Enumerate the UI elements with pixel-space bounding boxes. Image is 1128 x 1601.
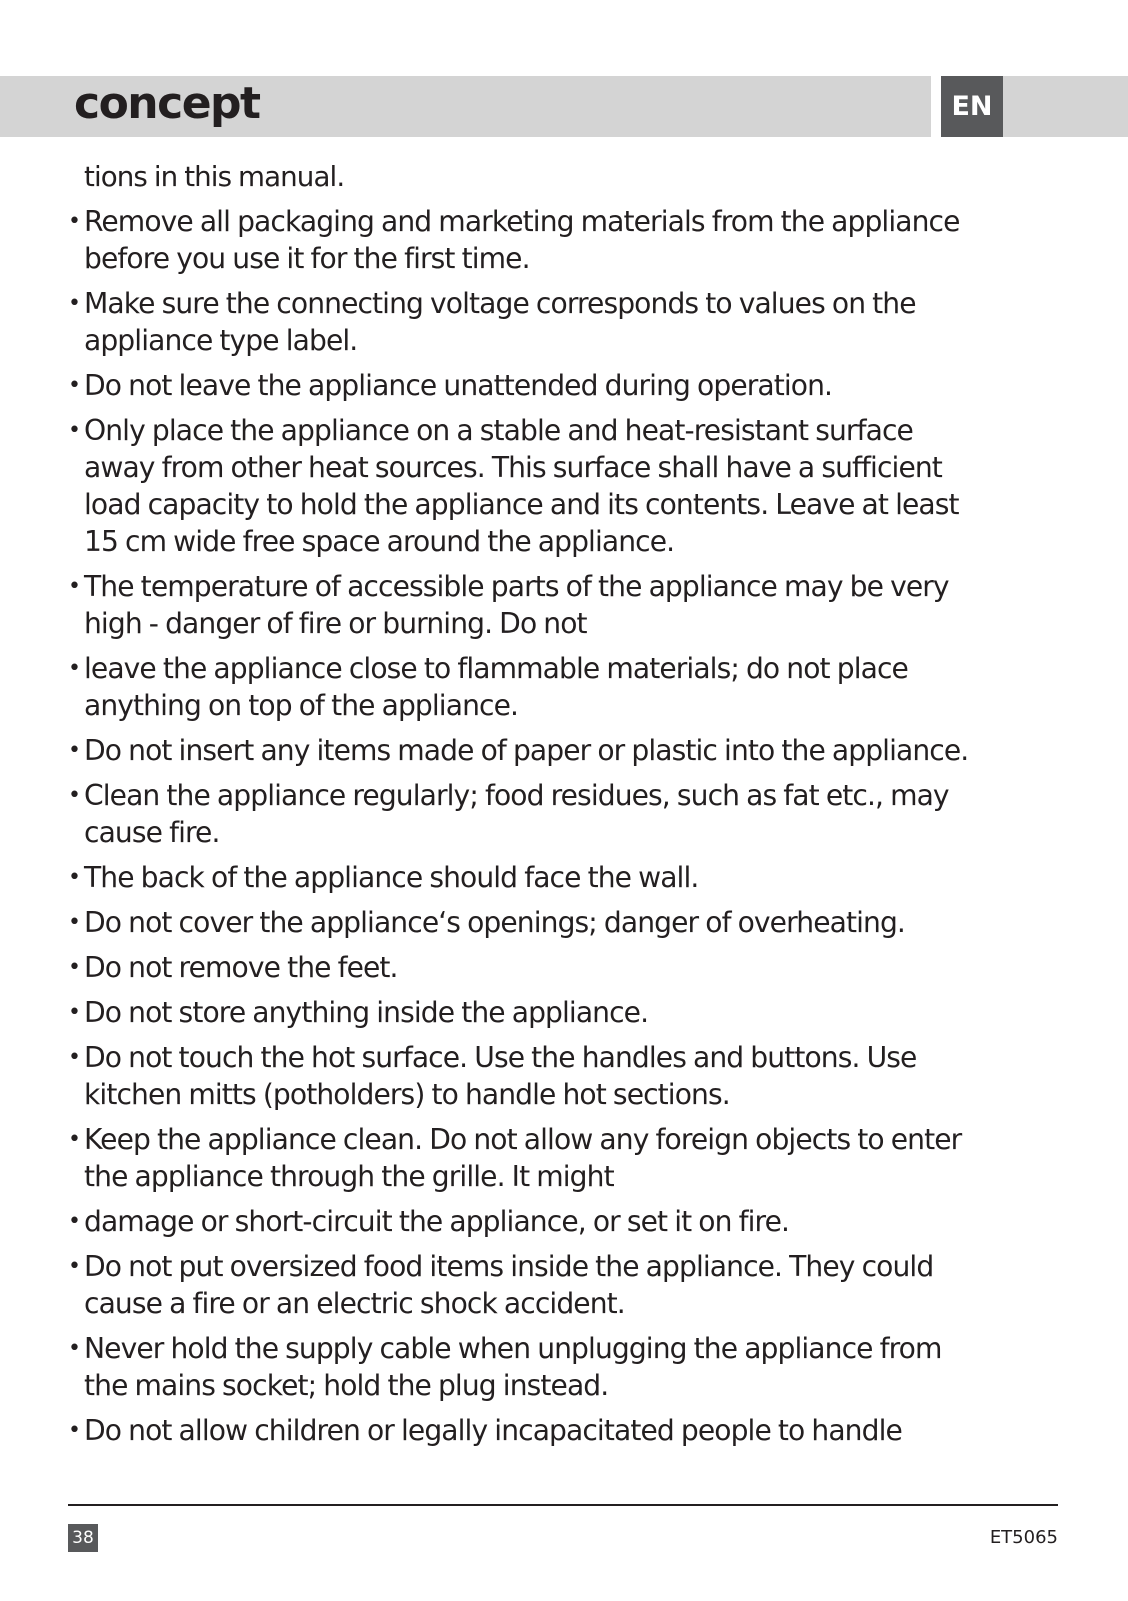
list-item-line: Do not allow children or legally incapacitated people to handle (84, 1414, 902, 1447)
list-item-line: Clean the appliance regularly; food residues, such as fat etc., may (84, 779, 949, 812)
bullet-icon: • (68, 738, 81, 763)
bullet-icon: • (68, 1045, 81, 1070)
list-item (68, 904, 1068, 941)
list-item-line: The back of the appliance should face the wall. (84, 861, 699, 894)
list-item-line: Do not insert any items made of paper or plastic into the appliance. (84, 734, 969, 767)
footer-divider (68, 1504, 1058, 1506)
list-item-line: The temperature of accessible parts of the appliance may be very (84, 570, 949, 603)
list-item (68, 412, 1068, 560)
bullet-icon: • (68, 574, 81, 599)
list-item (68, 1248, 1068, 1322)
list-item (68, 285, 1068, 359)
list-item-line: anything on top of the appliance. (84, 689, 519, 722)
list-item (68, 949, 1068, 986)
list-item (68, 568, 1068, 642)
list-item-line: Do not store anything inside the appliance. (84, 996, 649, 1029)
list-item-line: leave the appliance close to flammable materials; do not place (84, 652, 908, 685)
brand-logo: concept (74, 78, 260, 129)
list-item (68, 777, 1068, 851)
bullet-icon: • (68, 783, 81, 808)
list-item (68, 367, 1068, 404)
list-item-line: away from other heat sources. This surface shall have a sufficient (84, 451, 942, 484)
bullet-icon: • (68, 1336, 81, 1361)
list-item (68, 859, 1068, 896)
list-item (68, 1330, 1068, 1404)
list-item-line: 15 cm wide free space around the appliance. (84, 525, 675, 558)
list-item-line: high - danger of fire or burning. Do not (84, 607, 587, 640)
list-item (68, 732, 1068, 769)
bullet-icon: • (68, 955, 81, 980)
safety-instructions (68, 158, 1068, 1457)
bullet-icon: • (68, 373, 81, 398)
list-item (68, 1039, 1068, 1113)
list-item-line: the appliance through the grille. It might (84, 1160, 614, 1193)
list-item-line: the mains socket; hold the plug instead. (84, 1369, 609, 1402)
continuation-text: tions in this manual. (84, 160, 345, 193)
list-item-line: cause a fire or an electric shock accident. (84, 1287, 625, 1320)
bullet-icon: • (68, 291, 81, 316)
list-item-line: Make sure the connecting voltage corresponds to values on the (84, 287, 916, 320)
list-item-line: Only place the appliance on a stable and heat-resistant surface (84, 414, 913, 447)
list-item-line: damage or short-circuit the appliance, or set it on fire. (84, 1205, 790, 1238)
list-item-line: load capacity to hold the appliance and its contents. Leave at least (84, 488, 959, 521)
bullet-icon: • (68, 1127, 81, 1152)
list-item-line: Do not remove the feet. (84, 951, 398, 984)
list-item-line: Do not cover the appliance‘s openings; danger of overheating. (84, 906, 905, 939)
bullet-icon: • (68, 656, 81, 681)
bullet-icon: • (68, 910, 81, 935)
model-number: ET5065 (989, 1527, 1058, 1548)
list-item-line: Remove all packaging and marketing materials from the appliance (84, 205, 960, 238)
list-item-line: Keep the appliance clean. Do not allow any foreign objects to enter (84, 1123, 962, 1156)
bullet-icon: • (68, 418, 81, 443)
list-item-line: appliance type label. (84, 324, 358, 357)
bullet-icon: • (68, 209, 81, 234)
list-item (68, 1412, 1068, 1449)
list-item-line: cause fire. (84, 816, 220, 849)
list-item-line: before you use it for the first time. (84, 242, 530, 275)
instruction-list (68, 203, 1068, 1449)
bullet-icon: • (68, 1000, 81, 1025)
list-item-line: Never hold the supply cable when unplugging the appliance from (84, 1332, 942, 1365)
list-item-line: Do not put oversized food items inside the appliance. They could (84, 1250, 934, 1283)
bullet-icon: • (68, 865, 81, 890)
bullet-icon: • (68, 1254, 81, 1279)
list-item (68, 1121, 1068, 1195)
language-badge: EN (941, 76, 1003, 137)
bullet-icon: • (68, 1209, 81, 1234)
list-item (68, 203, 1068, 277)
list-item-line: kitchen mitts (potholders) to handle hot sections. (84, 1078, 730, 1111)
page-number: 38 (68, 1524, 98, 1552)
list-item-line: Do not leave the appliance unattended during operation. (84, 369, 833, 402)
list-item (68, 994, 1068, 1031)
list-item-line: Do not touch the hot surface. Use the handles and buttons. Use (84, 1041, 917, 1074)
bullet-icon: • (68, 1418, 81, 1443)
list-item (68, 650, 1068, 724)
list-item (68, 1203, 1068, 1240)
